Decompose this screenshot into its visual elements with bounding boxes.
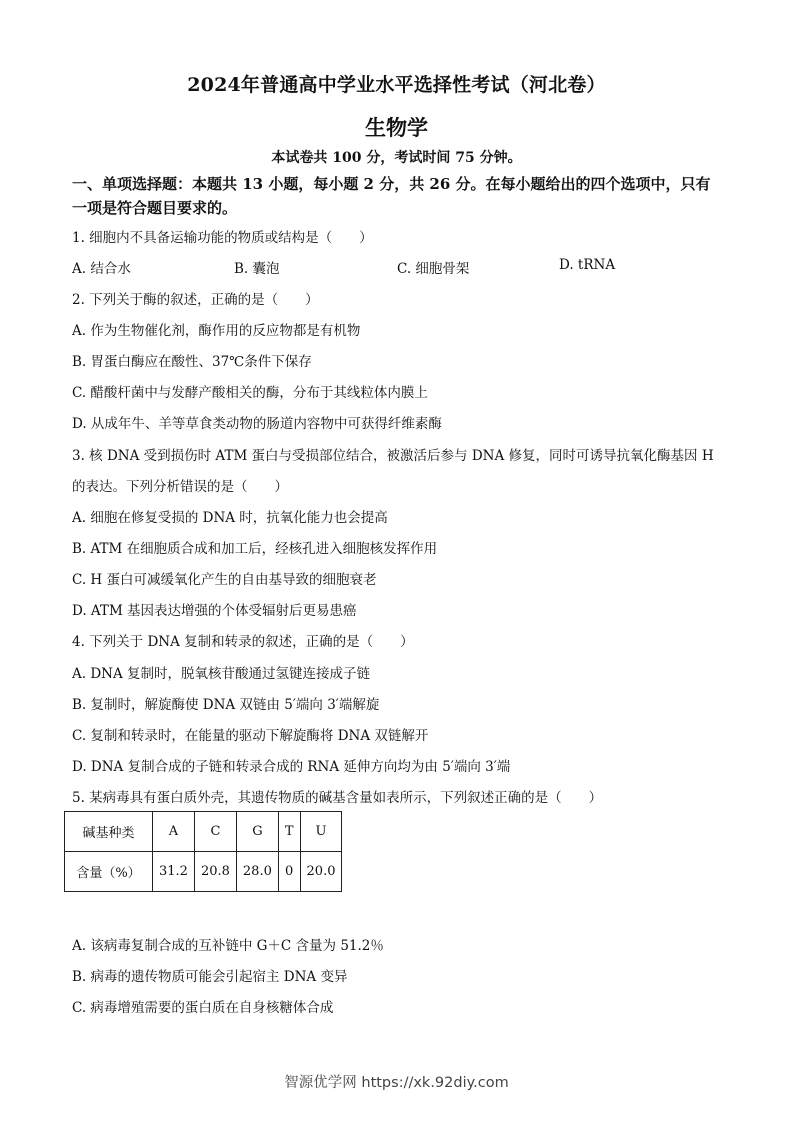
exam-title: 2024年普通高中学业水平选择性考试（河北卷） xyxy=(187,74,606,96)
q4-option-b: B. 复制时，解旋酶使 DNA 双链由 5′端向 3′端解旋 xyxy=(72,697,380,713)
q4-option-d: D. DNA 复制合成的子链和转录合成的 RNA 延伸方向均为由 5′端向 3′端 xyxy=(72,759,511,775)
q1-option-a: A. 结合水 xyxy=(72,261,131,277)
table-cell: G xyxy=(236,812,278,852)
base-content-table xyxy=(64,811,342,892)
q4-option-c: C. 复制和转录时，在能量的驱动下解旋酶将 DNA 双链解开 xyxy=(72,728,429,744)
q4-option-a: A. DNA 复制时，脱氧核苷酸通过氢键连接成子链 xyxy=(72,666,371,682)
q5-option-a: A. 该病毒复制合成的互补链中 G＋C 含量为 51.2％ xyxy=(72,938,384,954)
section-heading: 一、单项选择题：本题共 13 小题，每小题 2 分，共 26 分。在每小题给出的四个选项中，只有一项是符合题目要求的。 xyxy=(72,175,711,217)
q1-stem: 1. 细胞内不具备运输功能的物质或结构是（ ） xyxy=(72,230,373,246)
q5-stem: 5. 某病毒具有蛋白质外壳，其遗传物质的碱基含量如表所示，下列叙述正确的是（ ） xyxy=(72,790,603,806)
q3-option-c: C. H 蛋白可减缓氧化产生的自由基导致的细胞衰老 xyxy=(72,572,377,588)
table-cell: 0 xyxy=(278,852,300,892)
q2-option-b: B. 胃蛋白酶应在酸性、37℃条件下保存 xyxy=(72,354,312,370)
q2-option-d: D. 从成年牛、羊等草食类动物的肠道内容物中可获得纤维素酶 xyxy=(72,416,442,432)
table-row xyxy=(65,852,342,892)
table-cell: 31.2 xyxy=(153,852,195,892)
table-cell: 含量（%） xyxy=(65,852,153,892)
subject-title: 生物学 xyxy=(365,115,428,140)
watermark-footer: 智源优学网 https://xk.92diy.com xyxy=(284,1075,509,1091)
q5-option-c: C. 病毒增殖需要的蛋白质在自身核糖体合成 xyxy=(72,1000,334,1016)
exam-note: 本试卷共 100 分，考试时间 75 分钟。 xyxy=(271,150,522,166)
q2-option-a: A. 作为生物催化剂，酶作用的反应物都是有机物 xyxy=(72,323,361,339)
q3-option-b: B. ATM 在细胞质合成和加工后，经核孔进入细胞核发挥作用 xyxy=(72,541,438,557)
table-cell: T xyxy=(278,812,300,852)
q1-option-d: D. tRNA xyxy=(559,257,616,273)
q3-option-d: D. ATM 基因表达增强的个体受辐射后更易患癌 xyxy=(72,603,357,619)
table-cell: U xyxy=(300,812,342,852)
q5-option-b: B. 病毒的遗传物质可能会引起宿主 DNA 变异 xyxy=(72,969,348,985)
q1-option-b: B. 囊泡 xyxy=(234,261,280,277)
table-cell: A xyxy=(153,812,195,852)
table-cell: C xyxy=(194,812,236,852)
table-cell: 20.8 xyxy=(194,852,236,892)
q2-option-c: C. 醋酸杆菌中与发酵产酸相关的酶，分布于其线粒体内膜上 xyxy=(72,385,428,401)
table-cell: 20.0 xyxy=(300,852,342,892)
q3-stem-line2: 的表达。下列分析错误的是（ ） xyxy=(72,479,288,495)
q2-stem: 2. 下列关于酶的叙述，正确的是（ ） xyxy=(72,292,319,308)
q1-option-c: C. 细胞骨架 xyxy=(397,261,470,277)
q3-stem-line1: 3. 核 DNA 受到损伤时 ATM 蛋白与受损部位结合，被激活后参与 DNA 修复，同时可诱导抗氧化酶基因 H xyxy=(72,448,714,464)
table-row xyxy=(65,812,342,852)
table-cell: 28.0 xyxy=(236,852,278,892)
table-cell: 碱基种类 xyxy=(65,812,153,852)
q3-option-a: A. 细胞在修复受损的 DNA 时，抗氧化能力也会提高 xyxy=(72,510,388,526)
q4-stem: 4. 下列关于 DNA 复制和转录的叙述，正确的是（ ） xyxy=(72,634,414,650)
